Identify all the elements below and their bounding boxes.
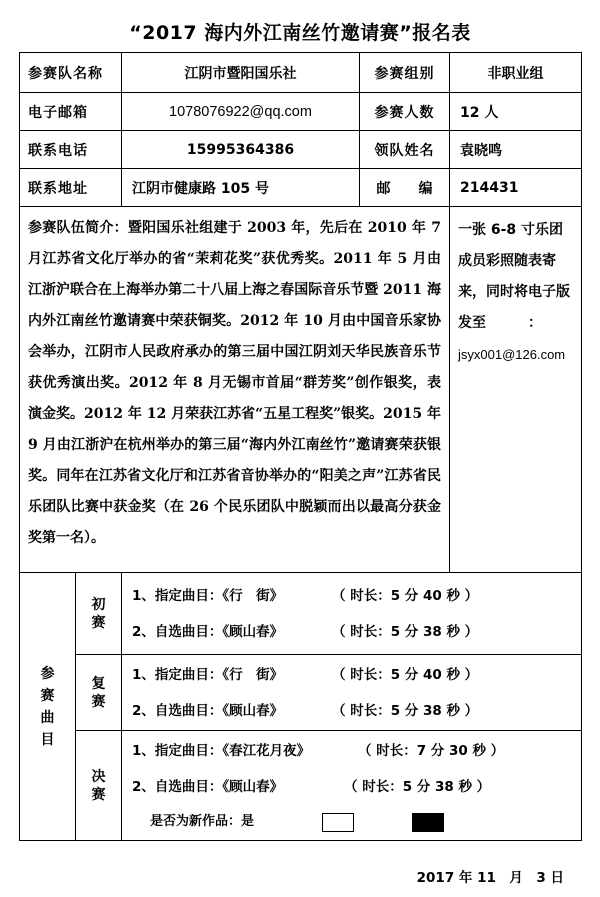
song-row [132, 693, 581, 729]
phone-value: 15995364386 [122, 131, 360, 169]
row-intro [20, 207, 582, 573]
songs-semifinal [122, 655, 582, 731]
leader-value: 袁晓鸣 [450, 131, 582, 169]
stage-name-char: 初 [91, 596, 106, 613]
row-email [20, 93, 582, 131]
song-duration: （ 时长：5 分 40 秒 ） [332, 587, 479, 604]
song-row [132, 578, 581, 614]
address-label: 联系地址 [20, 169, 122, 207]
repertoire-label [20, 573, 76, 841]
postcode-label: 邮 编 [360, 169, 450, 207]
song-duration: （ 时长：5 分 38 秒 ） [344, 778, 491, 795]
song-row [132, 657, 581, 693]
song-duration: （ 时长：5 分 38 秒 ） [332, 702, 479, 719]
intro-label: 参赛队伍简介： [28, 220, 128, 236]
row-preliminary [20, 573, 582, 655]
stage-name-char: 赛 [91, 693, 106, 710]
song-duration: （ 时长：7 分 30 秒 ） [358, 742, 505, 759]
leader-label: 领队姓名 [360, 131, 450, 169]
photo-note-text: 一张 6-8 寸乐团成员彩照随表寄来，同时将电子版发至 ： [458, 222, 570, 331]
song-piece: 1、指定曲目：《行 街》 [132, 587, 284, 604]
row-address [20, 169, 582, 207]
new-work-label: 是否为新作品：是 [150, 813, 255, 829]
row-final [20, 731, 582, 841]
row-team [20, 53, 582, 93]
repertoire-label-text [20, 663, 75, 751]
registration-table [19, 52, 582, 841]
song-piece: 2、自选曲目：《顾山春》 [132, 702, 284, 719]
group-value: 非职业组 [450, 53, 582, 93]
song-piece: 1、指定曲目：《行 街》 [132, 666, 284, 683]
stage-semifinal-name [76, 675, 121, 711]
address-value: 江阴市健康路 105 号 [122, 169, 360, 207]
email-value: 1078076922@qq.com [122, 93, 360, 131]
email-label: 电子邮箱 [20, 93, 122, 131]
song-piece: 2、自选曲目：《顾山春》 [132, 623, 284, 640]
stage-final [76, 731, 122, 841]
stage-preliminary [76, 573, 122, 655]
intro-text: 暨阳国乐社组建于 2003 年，先后在 2010 年 7 月江苏省文化厅举办的省“茉莉花奖”获优秀奖。2011 年 5 月由江浙沪联合在上海举办第二十八届上海之春国际音乐节暨 2011 海内外江南丝竹邀请赛中荣获铜奖。2012 年 10 月由中国音乐家协会举办，江阴市人民政府承办的第三届中国江阴刘天华民族音乐节获优秀演出奖。2012 年 8 月无锡市首届“群芳奖”创作银奖，表演金奖。2012 年 12 月荣获江苏省“五星工程奖”银奖。2015 年 9 月由江浙沪在杭州举办的第三届“海内外江南丝竹”邀请赛荣获银奖。同年在江苏省文化厅和江苏省音协举办的“阳美之声”江苏省民乐团队比赛中获金奖（在 26 个民乐团队中脱颖而出以最高分获金奖第一名）。 [28, 220, 442, 546]
repertoire-label-char: 参 [40, 665, 55, 682]
song-piece: 1、指定曲目：《春江花月夜》 [132, 742, 311, 759]
checkbox-empty[interactable] [322, 813, 354, 832]
song-row [132, 769, 581, 805]
song-duration: （ 时长：5 分 38 秒 ） [332, 623, 479, 640]
song-duration: （ 时长：5 分 40 秒 ） [332, 666, 479, 683]
stage-final-name [76, 768, 121, 804]
members-label: 参赛人数 [360, 93, 450, 131]
stage-name-char: 赛 [91, 614, 106, 631]
stage-name-char: 决 [91, 768, 106, 785]
team-intro [20, 207, 450, 573]
group-label: 参赛组别 [360, 53, 450, 93]
checkbox-filled[interactable] [412, 813, 444, 832]
phone-label: 联系电话 [20, 131, 122, 169]
team-name-value: 江阴市暨阳国乐社 [122, 53, 360, 93]
stage-name-char: 赛 [91, 786, 106, 803]
postcode-value: 214431 [450, 169, 582, 207]
row-phone [20, 131, 582, 169]
stage-name-char: 复 [91, 675, 106, 692]
form-title: “2017 海内外江南丝竹邀请赛”报名表 [129, 22, 471, 44]
stage-preliminary-name [76, 596, 121, 632]
row-semifinal [20, 655, 582, 731]
photo-note [450, 207, 582, 573]
song-row [132, 614, 581, 650]
members-value: 12 人 [450, 93, 582, 131]
songs-preliminary [122, 573, 582, 655]
song-piece: 2、自选曲目：《顾山春》 [132, 778, 284, 795]
submission-email: jsyx001@126.com [458, 347, 566, 362]
stage-semifinal [76, 655, 122, 731]
songs-final [122, 731, 582, 841]
submission-date: 2017 年 11 月 3 日 [416, 870, 564, 886]
repertoire-label-char: 曲 [40, 709, 55, 726]
team-name-label: 参赛队名称 [20, 53, 122, 93]
new-work-row [132, 805, 581, 839]
repertoire-label-char: 赛 [40, 687, 55, 704]
repertoire-label-char: 目 [40, 731, 55, 748]
song-row [132, 733, 581, 769]
